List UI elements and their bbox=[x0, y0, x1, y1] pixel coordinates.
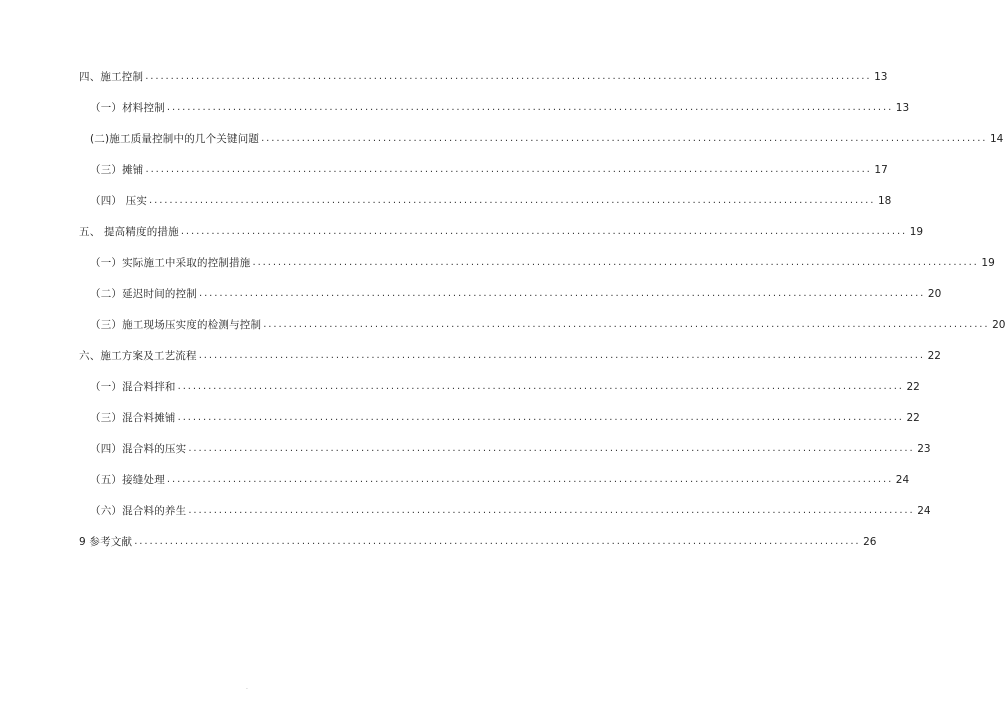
toc-entry-title: （二）延迟时间的控制 bbox=[90, 288, 197, 300]
toc-entry-page: 19 bbox=[981, 257, 995, 269]
toc-dot-leader: ............................................................................................................................................... bbox=[198, 350, 925, 361]
toc-entry[interactable] bbox=[90, 408, 920, 424]
toc-dot-leader: ............................................................................................................................................... bbox=[252, 257, 979, 268]
toc-entry-title: (二)施工质量控制中的几个关键问题 bbox=[90, 133, 260, 145]
toc-entry-page: 13 bbox=[895, 102, 910, 114]
toc-dot-leader: ............................................................................................................................................... bbox=[166, 474, 894, 485]
toc-entry-title: （一）实际施工中采取的控制措施 bbox=[90, 257, 251, 269]
toc-entry-page: 19 bbox=[909, 226, 924, 238]
toc-entry-title: （五）接缝处理 bbox=[90, 474, 165, 486]
toc-dot-leader: ............................................................................................................................................... bbox=[149, 195, 876, 206]
toc-entry-page: 23 bbox=[917, 443, 931, 455]
toc-entry-title: （一）材料控制 bbox=[90, 102, 165, 114]
page-footer-mark: · bbox=[246, 686, 248, 693]
toc-dot-leader: ............................................................................................................................................... bbox=[177, 381, 904, 392]
toc-dot-leader: ............................................................................................................................................... bbox=[263, 319, 990, 330]
toc-entry-page: 17 bbox=[874, 164, 888, 176]
toc-entry[interactable] bbox=[90, 160, 888, 176]
toc-entry-page: 26 bbox=[863, 536, 877, 548]
toc-entry-page: 22 bbox=[927, 350, 941, 362]
toc-entry[interactable] bbox=[90, 439, 931, 455]
toc-entry-page: 13 bbox=[874, 71, 888, 83]
toc-entry-title: （三）施工现场压实度的检测与控制 bbox=[90, 319, 262, 331]
toc-entry-title: 五、 提高精度的措施 bbox=[79, 226, 179, 238]
toc-entry[interactable] bbox=[90, 377, 920, 393]
toc-entry[interactable] bbox=[90, 191, 892, 207]
toc-entry-title: （三）摊铺 bbox=[90, 164, 144, 176]
toc-entry-title: （四） 压实 bbox=[90, 195, 148, 207]
toc-entry[interactable] bbox=[79, 222, 924, 238]
toc-dot-leader: ............................................................................................................................................... bbox=[177, 412, 904, 423]
toc-entry[interactable] bbox=[90, 284, 942, 300]
toc-entry-title: （六）混合料的养生 bbox=[90, 505, 187, 517]
toc-entry-title: 六、施工方案及工艺流程 bbox=[79, 350, 197, 362]
toc-dot-leader: ............................................................................................................................................... bbox=[145, 164, 872, 175]
toc-dot-leader: ............................................................................................................................................... bbox=[188, 505, 915, 516]
toc-entry[interactable] bbox=[90, 129, 1004, 145]
toc-entry-page: 14 bbox=[989, 133, 1004, 145]
toc-entry[interactable] bbox=[90, 98, 910, 114]
toc-entry[interactable] bbox=[90, 253, 995, 269]
toc-entry-page: 24 bbox=[917, 505, 931, 517]
toc-entry[interactable] bbox=[79, 532, 877, 548]
toc-dot-leader: ............................................................................................................................................... bbox=[199, 288, 926, 299]
toc-dot-leader: ............................................................................................................................................... bbox=[134, 536, 861, 547]
toc-dot-leader: ............................................................................................................................................... bbox=[180, 226, 908, 237]
toc-entry-title: （一）混合料拌和 bbox=[90, 381, 176, 393]
toc-entry-page: 20 bbox=[992, 319, 1005, 331]
toc-dot-leader: ............................................................................................................................................... bbox=[166, 102, 894, 113]
toc-entry-title: 9 参考文献 bbox=[79, 536, 133, 548]
toc-dot-leader: ............................................................................................................................................... bbox=[261, 133, 988, 144]
toc-entry-page: 22 bbox=[906, 381, 920, 393]
toc-entry[interactable] bbox=[79, 346, 941, 362]
toc-entry-page: 20 bbox=[927, 288, 942, 300]
toc-entry-page: 24 bbox=[895, 474, 910, 486]
toc-entry[interactable] bbox=[90, 501, 931, 517]
toc-entry-title: （四）混合料的压实 bbox=[90, 443, 187, 455]
toc-entry[interactable] bbox=[90, 315, 1005, 331]
toc-dot-leader: ............................................................................................................................................... bbox=[145, 71, 872, 82]
toc-entry-title: （三）混合料摊铺 bbox=[90, 412, 176, 424]
toc-entry-title: 四、施工控制 bbox=[79, 71, 144, 83]
toc-entry-page: 22 bbox=[906, 412, 920, 424]
toc-dot-leader: ............................................................................................................................................... bbox=[188, 443, 915, 454]
toc-entry[interactable] bbox=[90, 470, 910, 486]
toc-entry[interactable] bbox=[79, 67, 888, 83]
toc-entry-page: 18 bbox=[877, 195, 892, 207]
